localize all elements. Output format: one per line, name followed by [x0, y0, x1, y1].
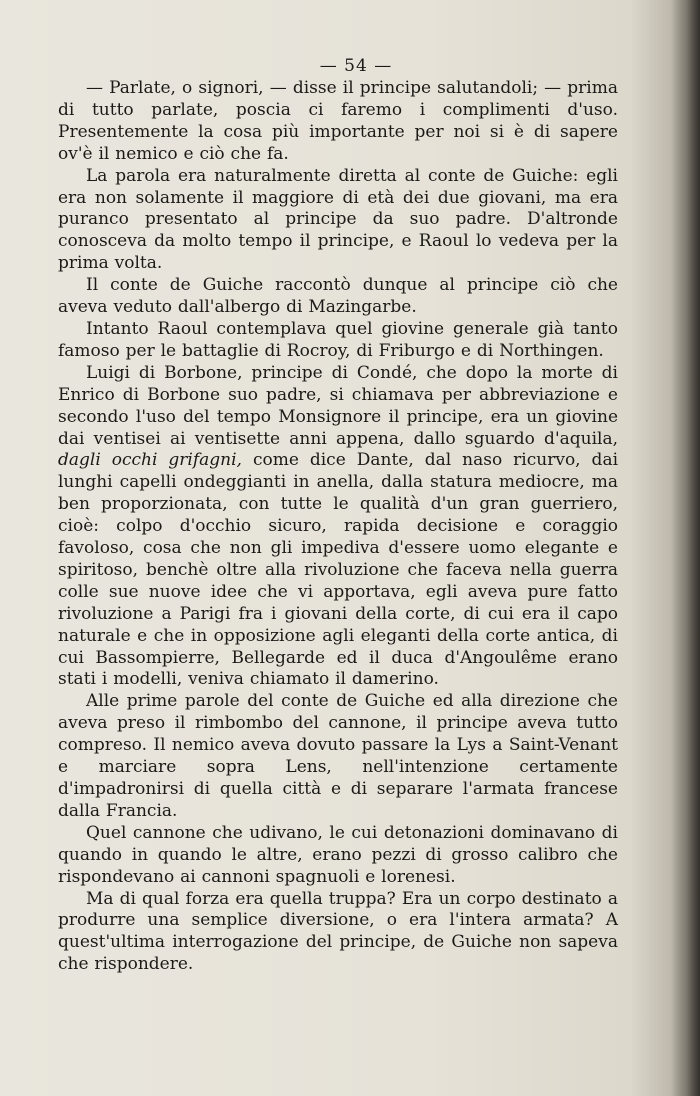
paragraph-8: Ma di qual forza era quella truppa? Era un corpo destinato a produrre una semplice diversione, o era l'intera armata? A quest'ultima interrogazione del principe, de Guiche non sapeva che rispondere. [58, 888, 618, 975]
paragraph-5-italic: dagli occhi grifagni, [58, 450, 242, 471]
paragraph-2: La parola era naturalmente diretta al conte de Guiche: egli era non solamente il maggiore di età dei due giovani, ma era puranco presentato al principe da suo padre. D'altronde conosceva da molto tempo il principe, e Raoul lo vedeva per la prima volta. [58, 165, 618, 274]
paragraph-5 [58, 363, 618, 692]
paragraph-5-text-a: Luigi di Borbone, principe di Condé, che dopo la morte di Enrico di Borbone suo padre, si chiamava per abbreviazione e secondo l'uso del tempo Monsignore il principe, era un giovine dai ventisei ai ventisette anni appena, dallo sguardo d'aquila, [58, 362, 618, 449]
page-gutter-shadow [670, 0, 700, 1096]
paragraph-4: Intanto Raoul contemplava quel giovine generale già tanto famoso per le battaglie di Rocroy, di Friburgo e di Northingen. [58, 318, 618, 361]
paragraph-3: Il conte de Guiche raccontò dunque al principe ciò che aveva veduto dall'albergo di Mazingarbe. [58, 275, 618, 318]
page-number: — 54 — [319, 56, 393, 76]
paragraph-6: Alle prime parole del conte de Guiche ed alla direzione che aveva preso il rimbombo del cannone, il principe aveva tutto compreso. Il nemico aveva dovuto passare la Lys a Saint-Venant e marciare sopra Lens, nell'intenzione certamente d'impadronirsi di quella città e di separare l'armata francese dalla Francia. [58, 691, 618, 821]
paragraph-1: — Parlate, o signori, — disse il principe salutandoli; — prima di tutto parlate, poscia ci faremo i complimenti d'uso. Presentemente la cosa più importante per noi si è di sapere ov'è il nemico e ciò che fa. [58, 78, 618, 164]
paragraph-5-text-b: come dice Dante, dal naso ricurvo, dai lunghi capelli ondeggianti in anella, dalla statura mediocre, ma ben proporzionata, con tutte le qualità d'un gran guerriero, cioè: colpo d'occhio sicuro, rapida decisione e coraggio favoloso, cosa che non gli impediva d'essere uomo elegante e spiritoso, benchè oltre alla rivoluzione che faceva nella guerra colle sue nuove idee che vi apportava, egli aveva pure fatto rivoluzione a Parigi fra i giovani della corte, di cui era il capo naturale e che in opposizione agli eleganti della corte antica, di cui Bassompierre, Bellegarde ed il duca d'Angoulême erano stati i modelli, veniva chiamato il damerino. [58, 450, 619, 690]
paragraph-7: Quel cannone che udivano, le cui detonazioni dominavano di quando in quando le altre, erano pezzi di grosso calibro che rispondevano ai cannoni spagnuoli e lorenesi. [58, 822, 618, 887]
page-content [58, 54, 618, 976]
